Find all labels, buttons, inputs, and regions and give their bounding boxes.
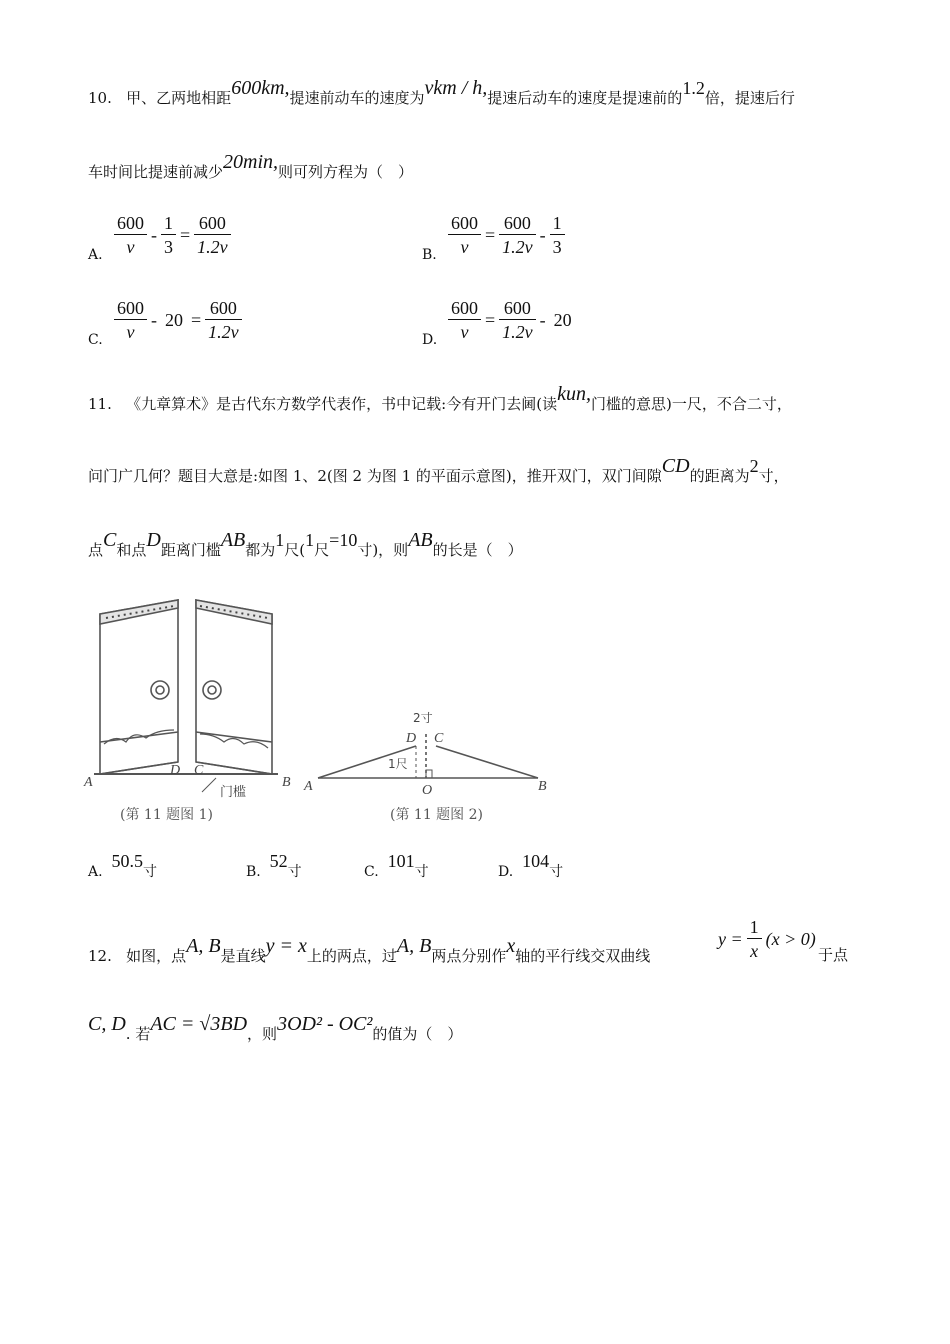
q11-option-b[interactable]: B. 52寸 — [246, 851, 302, 880]
q10-option-d-equation: $\frac{600}{v}$ = $\frac{600}{1.2v}$ - 20 — [448, 297, 576, 344]
figure-2-plan-view — [298, 700, 558, 800]
q10-option-d-label[interactable]: D. — [422, 332, 438, 348]
q11-number: 11. — [88, 395, 112, 413]
q12-number: 12. — [88, 947, 112, 965]
q10-option-b-label[interactable]: B. — [422, 247, 437, 263]
time-value: 20min, — [223, 151, 279, 173]
fig2-label-d: D — [406, 731, 417, 746]
figure-1-caption: (第 11 题图 1) — [120, 807, 213, 823]
q10-line-1: 10. 甲、乙两地相距600km,提速前动车的速度为vkm / h,提速后动车的速度是提速前的1.2倍，提速后行 — [88, 77, 795, 107]
speed-value: vkm / h, — [424, 77, 488, 99]
q11-option-a[interactable]: A. 50.5寸 — [88, 851, 157, 880]
q11-line-3: 点C和点D距离门槛AB都为1尺(1尺=10寸)，则AB的长是（ ） — [88, 529, 523, 559]
q10-option-b-equation: $\frac{600}{v}$ = $\frac{600}{1.2v}$ - $\frac{1}{3}$ — [448, 212, 565, 259]
q11-option-d[interactable]: D. 104寸 — [498, 851, 564, 880]
fig1-sill-label: 门槛 — [220, 785, 247, 800]
target-expression: 3OD² - OC² — [277, 1013, 373, 1035]
left-door-panel — [100, 600, 178, 774]
q10-number: 10. — [88, 89, 112, 107]
ratio-value: 1.2 — [682, 78, 705, 98]
distance-value: 600km, — [231, 77, 290, 99]
q10-option-a-equation: $\frac{600}{v}$ - $\frac{1}{3}$ = $\frac{600}{1.2v}$ — [114, 212, 231, 259]
hyperbola-equation: y = $\frac{1}{x}$ (x > 0) — [718, 917, 816, 961]
q10-option-c-equation: $\frac{600}{v}$ - 20 = $\frac{600}{1.2v}$ — [114, 297, 242, 344]
q11-line-2: 问门广几何？题目大意是:如图 1、2(图 2 为图 1 的平面示意图)，推开双门，双门间隙CD的距离为2寸， — [88, 455, 789, 485]
fig1-label-b: B — [282, 775, 291, 790]
fig1-label-d: D — [170, 763, 181, 778]
fig1-label-a: A — [84, 775, 93, 790]
fig2-label-b: B — [538, 779, 547, 794]
figure-2-caption: (第 11 题图 2) — [390, 807, 483, 823]
q12-line-1-end: 于点 — [818, 946, 849, 964]
fig2-label-a: A — [304, 779, 313, 794]
fig2-label-c: C — [434, 731, 444, 746]
right-door-panel — [196, 600, 272, 774]
q10-line-2: 车时间比提速前减少20min,则可列方程为（ ） — [88, 151, 414, 181]
relation-expression: AC = √3BD — [150, 1013, 248, 1035]
q10-option-c-label[interactable]: C. — [88, 332, 103, 348]
q11-option-c[interactable]: C. 101寸 — [364, 851, 429, 880]
q12-line-1: 12. 如图，点A, B是直线y = x上的两点，过A, B两点分别作x轴的平行线交双曲线 — [88, 935, 651, 965]
figure-1-double-door — [82, 592, 302, 832]
q10-option-a-label[interactable]: A. — [88, 247, 103, 263]
fig2-side-label: 1尺 — [388, 757, 408, 771]
fig2-gap-label: 2寸 — [413, 711, 433, 725]
fig1-label-c: C — [194, 763, 204, 778]
q12-line-2: C, D. 若AC = √3BD，则3OD² - OC²的值为（ ） — [88, 1013, 463, 1043]
q11-line-1: 11. 《九章算术》是古代东方数学代表作，书中记载:今有开门去阃(读kun,门槛的意思)一尺，不合二寸， — [88, 383, 792, 413]
fig2-label-o: O — [422, 783, 433, 798]
